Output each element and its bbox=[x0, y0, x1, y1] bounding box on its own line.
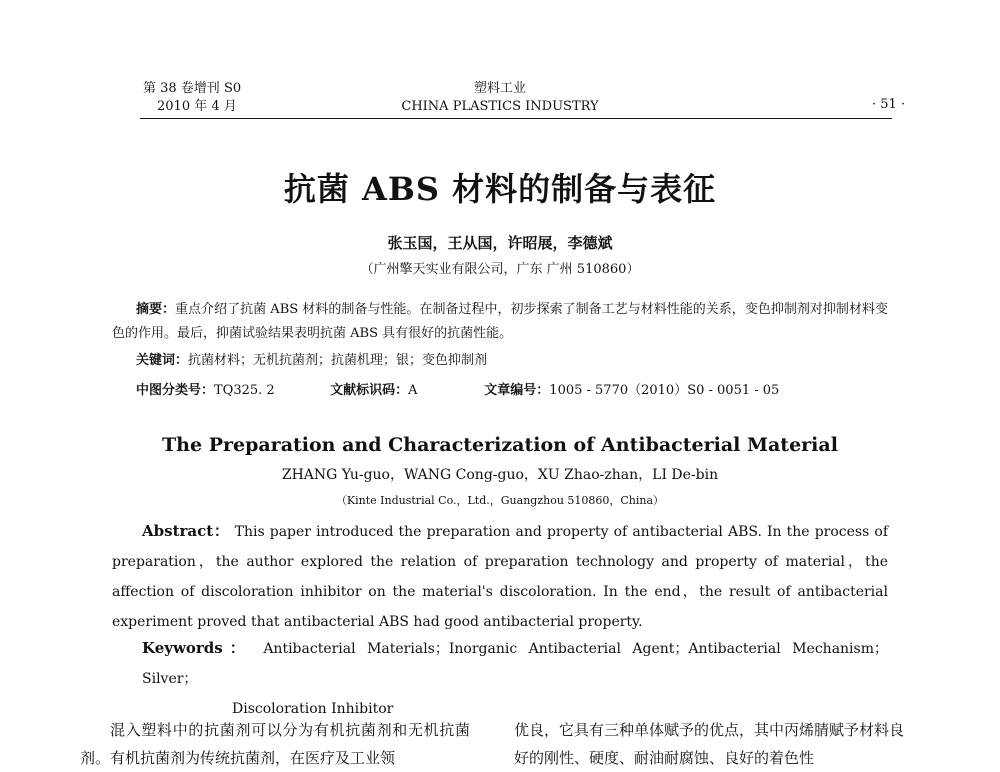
article-number bbox=[484, 379, 779, 398]
classification-info bbox=[136, 379, 856, 398]
doc-code-value: A bbox=[408, 383, 418, 398]
body-column-left: 混入塑料中的抗菌剂可以分为有机抗菌剂和无机抗菌剂。有机抗菌剂为传统抗菌剂，在医疗及工业领 bbox=[80, 721, 470, 767]
keywords-en bbox=[142, 633, 888, 724]
affiliation-en: （Kinte Industrial Co.，Ltd.，Guangzhou 510860，China） bbox=[335, 494, 665, 507]
abstract-en-text: This paper introduced the preparation and property of antibacterial ABS. In the process of preparation，the author explored the relation of preparation technology and property of material，the affection of discoloration inhibitor on the material's discoloration. In the end，the result of antibacterial experiment proved that antibacterial ABS had good antibacterial property. bbox=[112, 524, 889, 630]
abstract-en bbox=[112, 516, 888, 637]
paper-title-cn: 抗菌 ABS 材料的制备与表征 bbox=[283, 170, 717, 208]
header-divider bbox=[140, 118, 892, 119]
authors-cn: 张玉国，王从国，许昭展，李德斌 bbox=[387, 234, 613, 252]
journal-name-cn: 塑料工业 bbox=[473, 81, 526, 96]
keywords-en-text-continued: Discoloration Inhibitor bbox=[232, 701, 394, 717]
clc-value: TQ325. 2 bbox=[214, 383, 275, 398]
doc-code bbox=[330, 379, 480, 398]
article-number-label: 文章编号： bbox=[484, 383, 550, 398]
keywords-en-label: Keywords： bbox=[142, 639, 252, 657]
article-number-value: 1005 - 5770（2010）S0 - 0051 - 05 bbox=[549, 383, 780, 398]
body-column-right: 优良，它具有三种单体赋予的优点，其中丙烯腈赋予材料良好的刚性、硬度、耐油耐腐蚀、良好的着色性 bbox=[514, 721, 905, 767]
header-center bbox=[0, 80, 1000, 116]
affiliation-cn: （广州擎天实业有限公司，广东 广州 510860） bbox=[360, 262, 640, 277]
clc-number bbox=[136, 379, 326, 398]
journal-name-en: CHINA PLASTICS INDUSTRY bbox=[401, 99, 599, 114]
keywords-en-text: Antibacterial Materials；Inorganic Antibacterial Agent；Antibacterial Mechanism；Silver； bbox=[142, 641, 888, 687]
clc-label: 中图分类号： bbox=[136, 383, 215, 398]
keywords-cn bbox=[136, 349, 487, 368]
abstract-en-label: Abstract： bbox=[142, 522, 230, 540]
abstract-cn-label: 摘要： bbox=[136, 302, 176, 317]
journal-date: 2010 年 4 月 bbox=[157, 99, 237, 114]
abstract-cn bbox=[112, 298, 888, 346]
keywords-cn-label: 关键词： bbox=[136, 353, 189, 368]
journal-volume: 第 38 卷增刊 S0 bbox=[143, 81, 242, 96]
page-number: · 51 · bbox=[872, 97, 906, 112]
paper-title-en: The Preparation and Characterization of Antibacterial Material bbox=[162, 434, 838, 456]
abstract-cn-text: 重点介绍了抗菌 ABS 材料的制备与性能。在制备过程中，初步探索了制备工艺与材料性能的关系，变色抑制剂对抑制材料变色的作用。最后，抑菌试验结果表明抗菌 ABS 具有很好的抗菌性能。 bbox=[112, 302, 888, 341]
keywords-cn-text: 抗菌材料；无机抗菌剂；抗菌机理；银；变色抑制剂 bbox=[188, 353, 488, 368]
doc-code-label: 文献标识码： bbox=[330, 383, 409, 398]
authors-en: ZHANG Yu-guo，WANG Cong-guo，XU Zhao-zhan，LI De-bin bbox=[281, 467, 719, 483]
